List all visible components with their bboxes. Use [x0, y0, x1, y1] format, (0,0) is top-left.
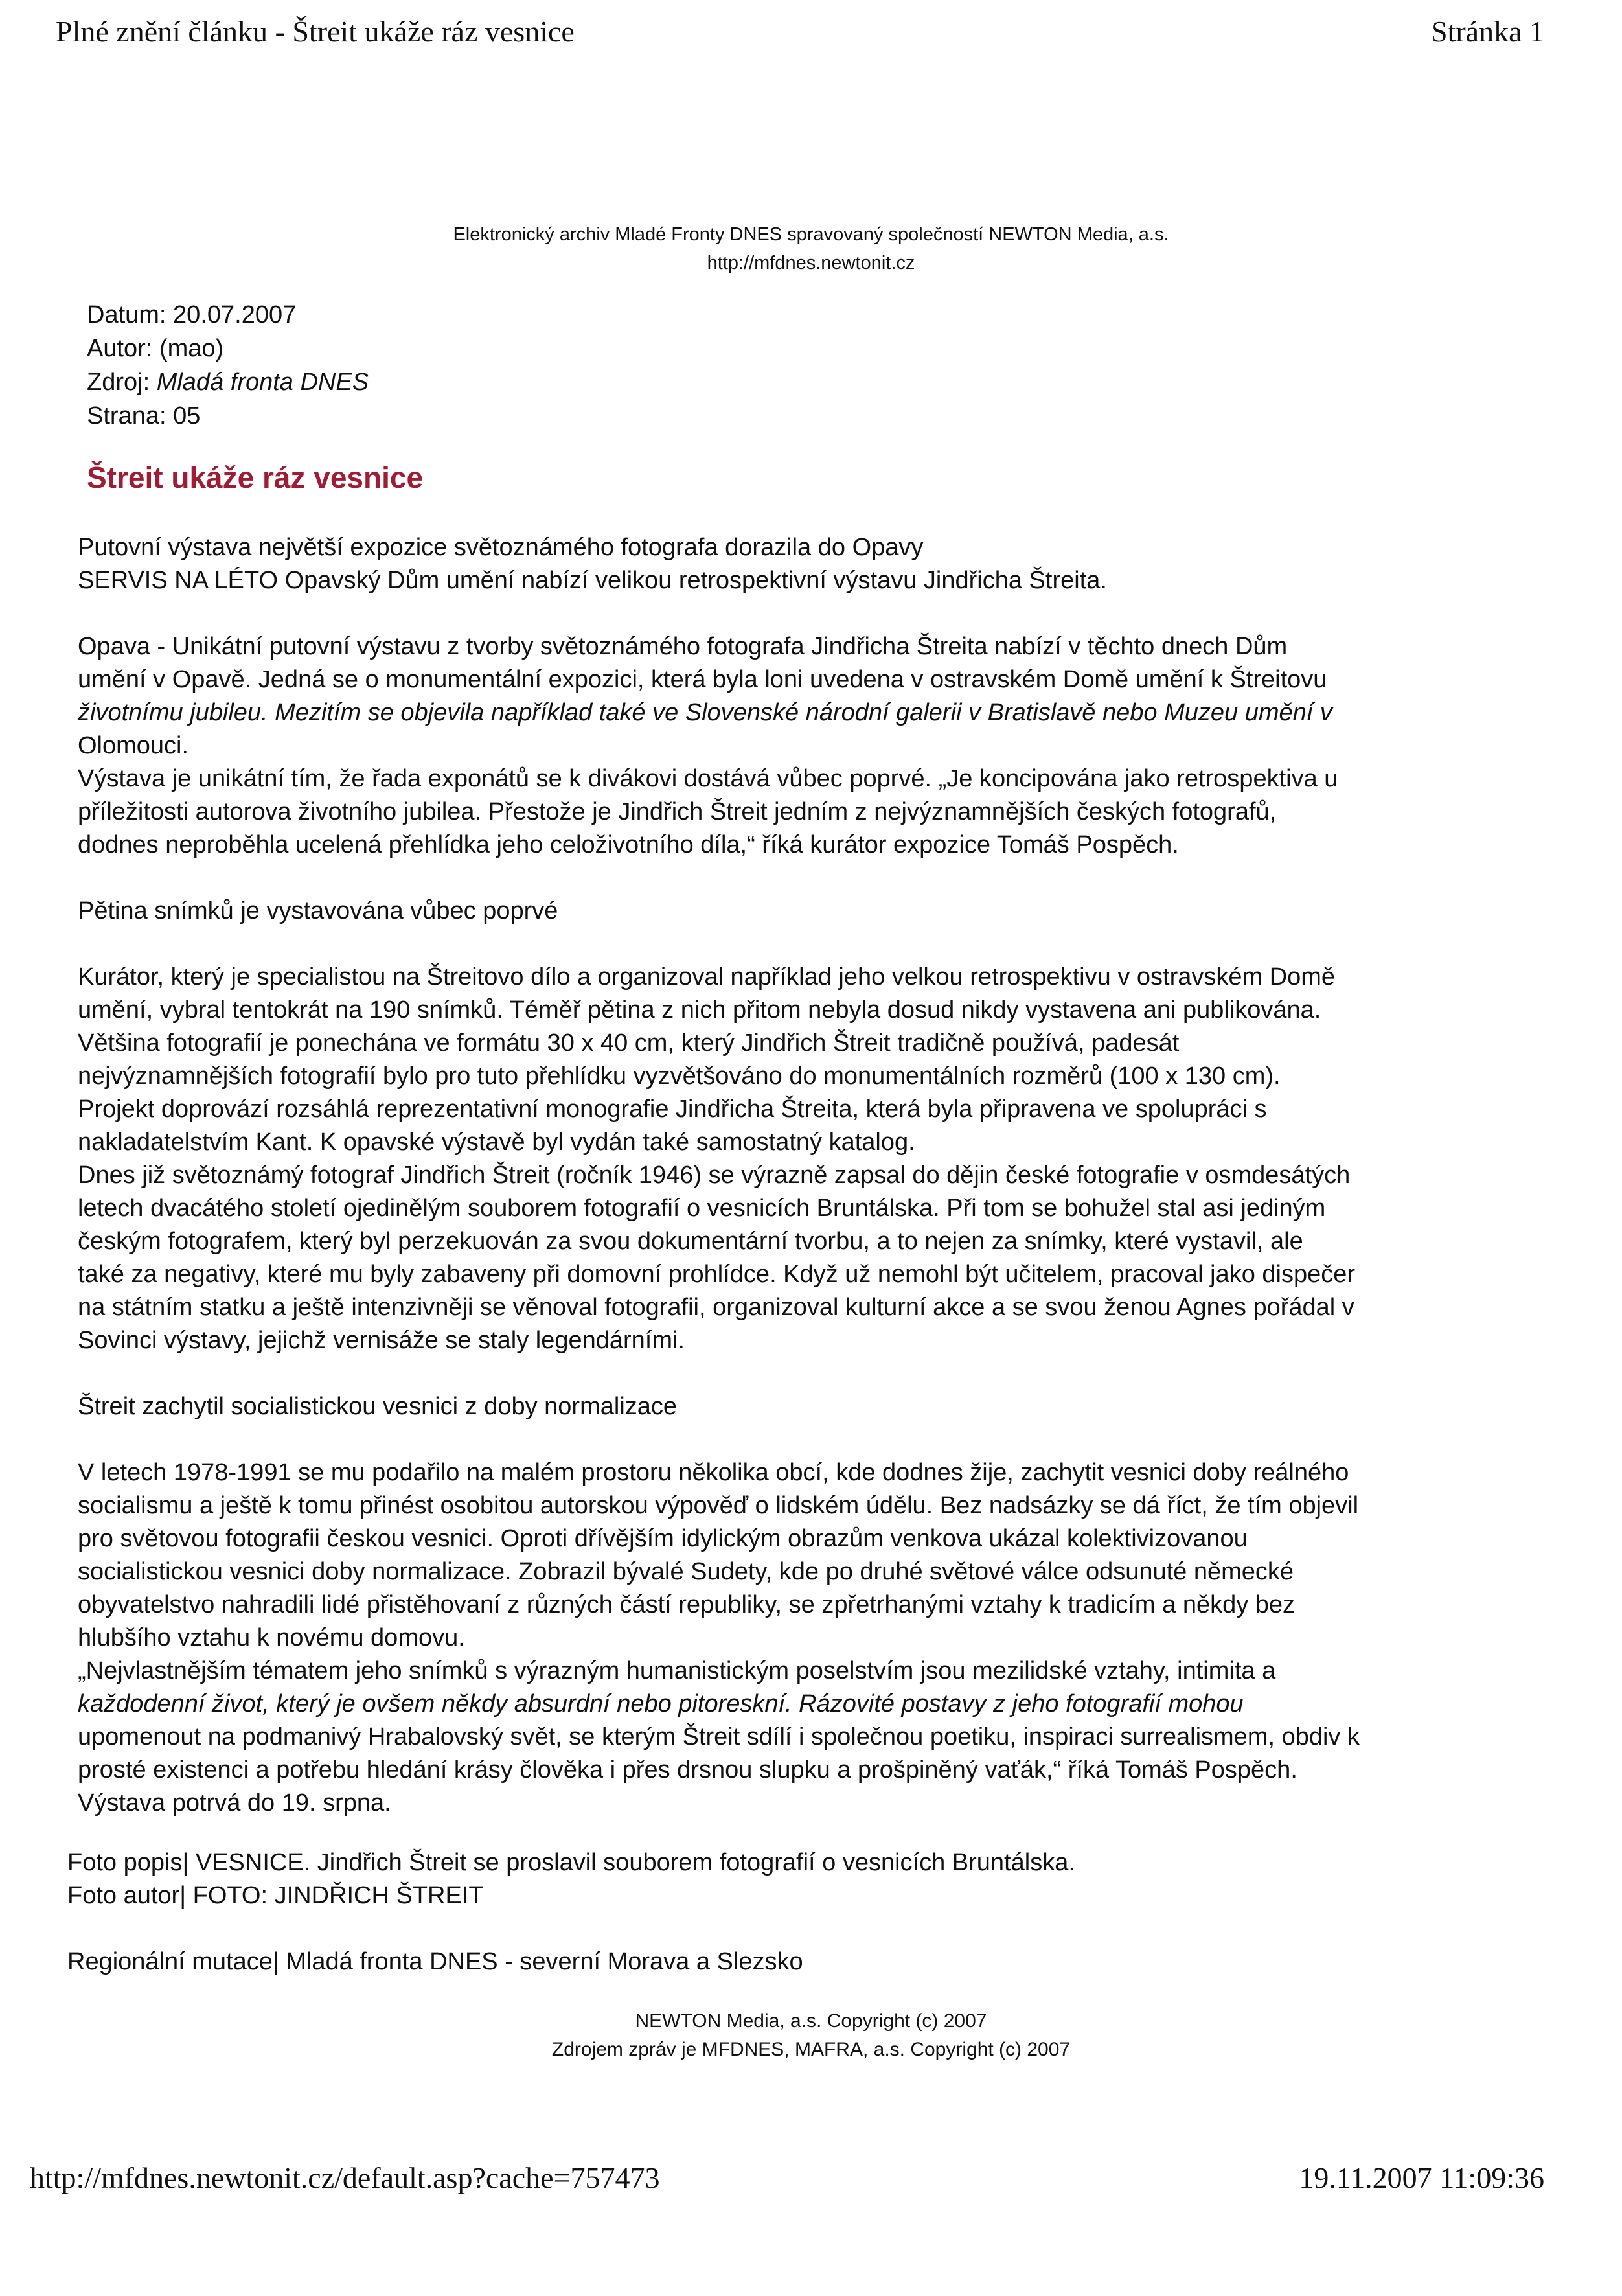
body-line: Projekt doprovází rozsáhlá reprezentativní monografie Jindřicha Štreita, která byla připravena ve spolupráci s	[78, 1096, 1267, 1123]
lead-line: Putovní výstava největší expozice světoznámého fotografa dorazila do Opavy	[78, 534, 924, 561]
body-line: „Nejvlastnějším tématem jeho snímků s výrazným humanistickým poselstvím jsou mezilidské vztahy, intimita a	[78, 1657, 1276, 1684]
article-footnotes	[67, 1846, 1075, 1979]
meta-zdroj: Zdroj: Mladá fronta DNES	[87, 369, 369, 396]
datum-value: 20.07.2007	[173, 301, 297, 328]
strana-value: 05	[173, 402, 201, 430]
body-line: socialistickou vesnici doby normalizace. Zobrazil bývalé Sudety, kde po druhé světové válce odsunuté německé	[78, 1558, 1294, 1585]
copyright-line: NEWTON Media, a.s. Copyright (c) 2007	[635, 2010, 987, 2032]
body-line: nejvýznamnějších fotografií bylo pro tuto přehlídku vyzvětšováno do monumentálních rozměrů (100 x 130 cm).	[78, 1062, 1281, 1090]
body-line: Výstava potrvá do 19. srpna.	[78, 1789, 391, 1817]
photo-author: Foto autor| FOTO: JINDŘICH ŠTREIT	[67, 1882, 484, 1909]
body-line: obyvatelstvo nahradili lidé přistěhovaní z různých částí republiky, se zpřetrhanými vztahy k tradicím a někdy bez	[78, 1591, 1296, 1618]
source-url-link[interactable]: http://mfdnes.newtonit.cz/default.asp?cache=757473	[30, 2161, 660, 2194]
body-line: Olomouci.	[78, 732, 189, 759]
body-line: socialismu a ještě k tomu přinést osobitou autorskou výpověď o lidském údělu. Bez nadsázky se dá říct, že tím objevil	[78, 1492, 1359, 1519]
body-line: Dnes již světoznámý fotograf Jindřich Štreit (ročník 1946) se výrazně zapsal do dějin české fotografie v osmdesátých	[78, 1162, 1351, 1189]
archive-notice	[0, 220, 1622, 277]
subheading: Štreit zachytil socialistickou vesnici z doby normalizace	[78, 1393, 678, 1420]
body-line: pro světovou fotografii českou vesnici. Oproti dřívějším idylickým obrazům venkova ukázal kolektivizovanou	[78, 1525, 1248, 1552]
body-line: Kurátor, který je specialistou na Štreitovo dílo a organizoval například jeho velkou retrospektivu v ostravském Domě	[78, 963, 1336, 991]
autor-value: (mao)	[159, 335, 224, 362]
meta-strana: Strana: 05	[87, 402, 201, 430]
copyright-notice	[0, 2007, 1622, 2064]
body-line: nakladatelstvím Kant. K opavské výstavě byl vydán také samostatný katalog.	[78, 1129, 915, 1156]
regional-edition: Regionální mutace| Mladá fronta DNES - severní Morava a Slezsko	[67, 1948, 803, 1975]
article-headline: Štreit ukáže ráz vesnice	[87, 461, 424, 494]
meta-autor: Autor: (mao)	[87, 335, 224, 362]
body-line: českým fotografem, který byl perzekuován za svou dokumentární tvorbu, a to nejen za snímky, které vystavil, ale	[78, 1228, 1303, 1255]
body-line: upomenout na podmanivý Hrabalovský svět, se kterým Štreit sdílí i společnou poetiku, inspiraci surrealismem, obdiv k	[78, 1723, 1360, 1751]
article-metadata	[87, 298, 369, 433]
page-number: Stránka 1	[1430, 15, 1544, 48]
print-header	[56, 14, 1544, 53]
body-line: na státním statku a ještě intenzivněji se věnoval fotografii, organizoval kulturní akce a se svou ženou Agnes pořádal v	[78, 1294, 1354, 1321]
subheading: Pětina snímků je vystavována vůbec poprvé	[78, 897, 558, 924]
body-line: každodenní život, který je ovšem někdy absurdní nebo pitoreskní. Rázovité postavy z jeho fotografií mohou	[78, 1690, 1244, 1717]
body-line: Většina fotografií je ponechána ve formátu 30 x 40 cm, který Jindřich Štreit tradičně používá, padesát	[78, 1029, 1180, 1057]
body-line: životnímu jubileu. Mezitím se objevila například také ve Slovenské národní galerii v Bratislavě nebo Muzeu umění v	[78, 699, 1332, 726]
article-body	[78, 531, 1503, 1820]
body-line: letech dvacátého století ojedinělým souborem fotografií o vesnicích Bruntálska. Při tom se bohužel stal asi jediným	[78, 1195, 1326, 1222]
body-line: Sovinci výstavy, jejichž vernisáže se staly legendárními.	[78, 1327, 685, 1354]
print-header-title: Plné znění článku - Štreit ukáže ráz vesnice	[56, 15, 575, 48]
body-line: prosté existenci a potřebu hledání krásy člověka i přes drsnou slupku a prošpiněný vaťák,“ říká Tomáš Pospěch.	[78, 1756, 1297, 1784]
body-line: Výstava je unikátní tím, že řada exponátů se k divákovi dostává vůbec poprvé. „Je koncipována jako retrospektiva u	[78, 765, 1338, 792]
body-line: umění v Opavě. Jedná se o monumentální expozici, která byla loni uvedena v ostravském Domě umění k Štreitovu	[78, 666, 1327, 693]
body-line: hlubšího vztahu k novému domovu.	[78, 1624, 465, 1651]
print-timestamp: 19.11.2007 11:09:36	[1299, 2161, 1544, 2194]
lead-line: SERVIS NA LÉTO Opavský Dům umění nabízí velikou retrospektivní výstavu Jindřicha Štreita.	[78, 567, 1107, 594]
body-line: dodnes neproběhla ucelená přehlídka jeho celoživotního díla,“ říká kurátor expozice Tomáš Pospěch.	[78, 831, 1179, 858]
archive-url-link[interactable]: http://mfdnes.newtonit.cz	[707, 253, 915, 273]
meta-datum: Datum: 20.07.2007	[87, 301, 297, 328]
zdroj-value: Mladá fronta DNES	[156, 369, 369, 396]
body-line: V letech 1978-1991 se mu podařilo na malém prostoru několika obcí, kde dodnes žije, zachytit vesnici doby reálného	[78, 1459, 1349, 1486]
copyright-line: Zdrojem zpráv je MFDNES, MAFRA, a.s. Copyright (c) 2007	[551, 2039, 1071, 2060]
body-line: Opava - Unikátní putovní výstavu z tvorby světoznámého fotografa Jindřicha Štreita nabízí v těchto dnech Dům	[78, 633, 1288, 660]
body-line: také za negativy, které mu byly zabaveny při domovní prohlídce. Když už nemohl být učitelem, pracoval jako dispečer	[78, 1261, 1356, 1288]
body-line: příležitosti autorova životního jubilea. Přestože je Jindřich Štreit jedním z nejvýznamnějších českých fotografů,	[78, 798, 1277, 825]
body-line: umění, vybral tentokrát na 190 snímků. Téměř pětina z nich přitom nebyla dosud nikdy vystavena ani publikována.	[78, 996, 1321, 1024]
photo-caption: Foto popis| VESNICE. Jindřich Štreit se proslavil souborem fotografií o vesnicích Bruntálska.	[67, 1849, 1075, 1876]
archive-line: Elektronický archiv Mladé Fronty DNES spravovaný společností NEWTON Media, a.s.	[453, 224, 1169, 245]
